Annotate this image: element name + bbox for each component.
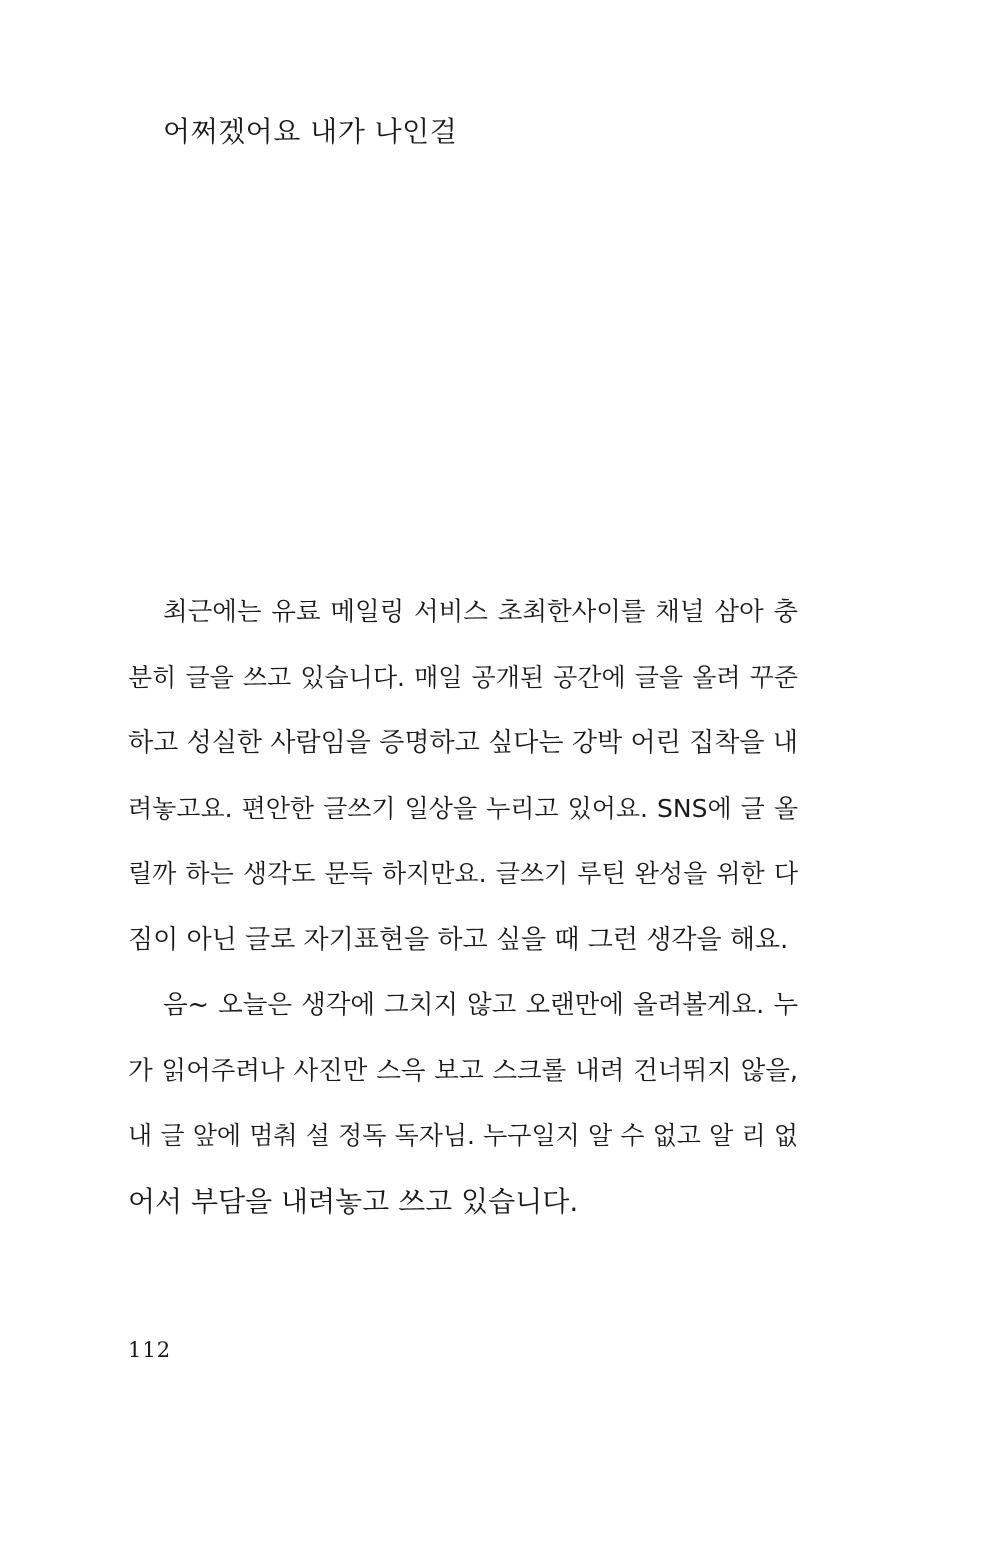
paragraph-2-line-3: 내 글 앞에 멈춰 설 정독 독자님. 누구일지 알 수 없고 알 리 없 [128,1121,798,1150]
paragraph-1-line-6: 짐이 아닌 글로 자기표현을 하고 싶을 때 그런 생각을 해요. [128,924,789,955]
paragraph-1-line-3: 하고 성실한 사람임을 증명하고 싶다는 강박 어린 집착을 내 [128,728,798,758]
body-text [128,591,798,1246]
paragraph-1-line-2: 분히 글을 쓰고 있습니다. 매일 공개된 공간에 글을 올려 꾸준 [128,662,798,692]
paragraph-1-line-4: 려놓고요. 편안한 글쓰기 일상을 누리고 있어요. SNS에 글 올 [128,793,798,823]
paragraph-1-line-1: 최근에는 유료 메일링 서비스 초최한사이를 채널 삼아 충 [163,597,798,627]
paragraph-1-line-5: 릴까 하는 생각도 문득 하지만요. 글쓰기 루틴 완성을 위한 다 [128,859,798,888]
running-head-title: 어쩌겠어요 내가 나인걸 [163,115,458,148]
paragraph-2-line-1: 음~ 오늘은 생각에 그치지 않고 오랜만에 올려볼게요. 누 [163,990,798,1020]
page-number: 112 [128,1338,172,1362]
paragraph-2-line-2: 가 읽어주려나 사진만 스윽 보고 스크롤 내려 건너뛰지 않을, [128,1055,798,1086]
paragraph-2-line-4: 어서 부담을 내려놓고 쓰고 있습니다. [128,1184,579,1218]
